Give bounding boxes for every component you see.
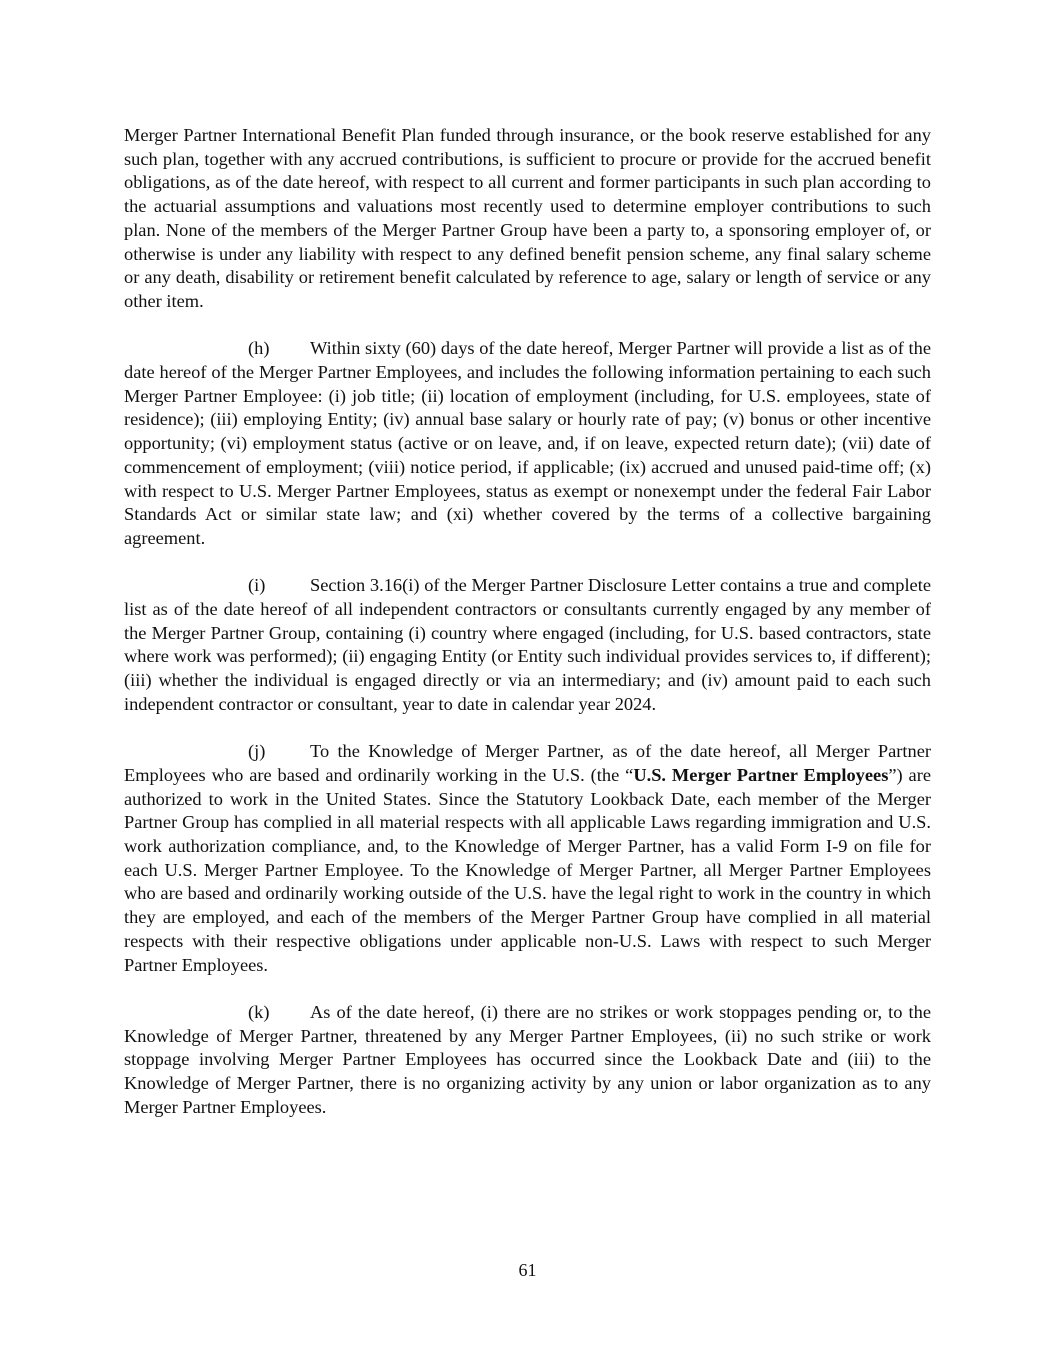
section-label-k: (k) [248,1001,270,1022]
page-number: 61 [518,1260,537,1280]
paragraph-j [124,740,931,977]
section-label-j: (j) [248,741,266,762]
section-label-i: (i) [248,575,266,596]
paragraph-k [124,1001,931,1120]
section-label-h: (h) [248,338,270,359]
paragraph-h [124,337,931,550]
paragraph-k-text: As of the date hereof, (i) there are no strikes or work stoppages pending or, to the Knowledge of Merger Partner, threatened by any Merger Partner Employees, (ii) no such strike or work stoppage involving Merger Partner Employees has occurred since the Lookback Date and (iii) to the Knowledge of Merger Partner, there is no organizing activity by any union or labor organization as to any Merger Partner Employees. [124,1001,931,1117]
defined-term: U.S. Merger Partner Employees [633,764,889,785]
paragraph-i [124,574,931,716]
document-body [124,124,931,1143]
paragraph-j-text-after: ”) are authorized to work in the United States. Since the Statutory Lookback Date, each member of the Merger Partner Group has complied in all material respects with all applicable Laws regarding immigration and U.S. work authorization compliance, and, to the Knowledge of Merger Partner, has a valid Form I-9 on file for each U.S. Merger Partner Employee. To the Knowledge of Merger Partner, all Merger Partner Employees who are based and ordinarily working outside of the U.S. have the legal right to work in the country in which they are employed, and each of the members of the Merger Partner Group have complied in all material respects with their respective obligations under applicable non-U.S. Laws with respect to such Merger Partner Employees. [124,764,932,975]
paragraph-i-text: Section 3.16(i) of the Merger Partner Disclosure Letter contains a true and complete list as of the date hereof of all independent contractors or consultants currently engaged by any member of the Merger Partner Group, containing (i) country where engaged (including, for U.S. based contractors, state where work was performed); (ii) engaging Entity (or Entity such individual provides services to, if different); (iii) whether the individual is engaged directly or via an intermediary; and (iv) amount paid to each such independent contractor or consultant, year to date in calendar year 2024. [124,575,931,714]
paragraph-h-text: Within sixty (60) days of the date hereof, Merger Partner will provide a list as of the date hereof of the Merger Partner Employees, and includes the following information pertaining to each such Merger Partner Employee: (i) job title; (ii) location of employment (including, for U.S. employees, state of residence); (iii) employing Entity; (iv) annual base salary or hourly rate of pay; (v) bonus or other incentive opportunity; (vi) employment status (active or on leave, and, if on leave, expected return date); (vii) date of commencement of employment; (viii) notice period, if applicable; (ix) accrued and unused paid-time off; (x) with respect to U.S. Merger Partner Employees, status as exempt or nonexempt under the federal Fair Labor Standards Act or similar state law; and (xi) whether covered by the terms of a collective bargaining agreement. [124,338,931,548]
paragraph-j-text-before: To the Knowledge of Merger Partner, as of the date hereof, all Merger Partner Employees who are based and ordinarily working in the U.S. (the “ [124,741,931,785]
paragraph-continuation: Merger Partner International Benefit Plan funded through insurance, or the book reserve established for any such plan, together with any accrued contributions, is sufficient to procure or provide for the accrued benefit obligations, as of the date hereof, with respect to all current and former participants in such plan according to the actuarial assumptions and valuations most recently used to determine employer contributions to such plan. None of the members of the Merger Partner Group have been a party to, a sponsoring employer of, or otherwise is under any liability with respect to any defined benefit pension scheme, any final salary scheme or any death, disability or retirement benefit calculated by reference to age, salary or length of service or any other item. [124,125,931,311]
